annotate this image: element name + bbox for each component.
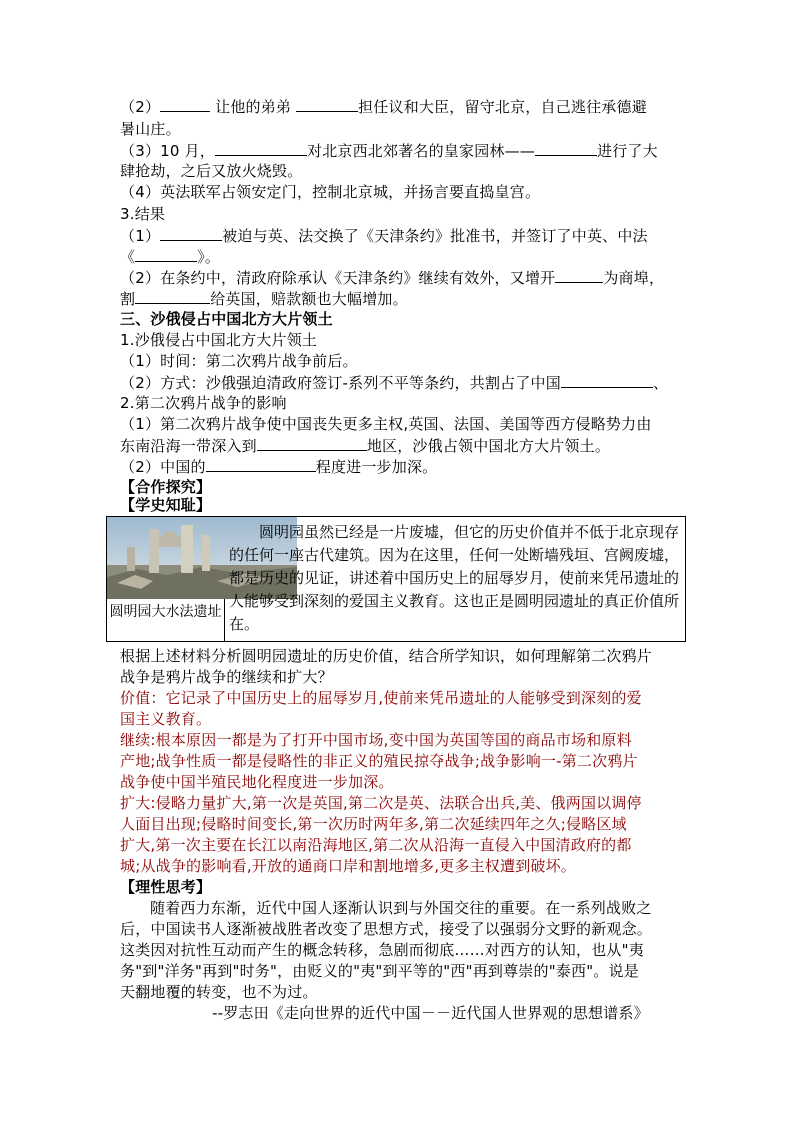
text-line: （2） 让他的弟弟 担任议和大臣，留守北京，自己逃往承德避 — [120, 98, 647, 116]
text-line: （1）第二次鸦片战争使中国丧失更多主权,英国、法国、美国等西方侵略势力由 — [120, 415, 652, 433]
section-heading: 3.结果 — [120, 205, 166, 223]
answer-blank[interactable] — [160, 225, 222, 241]
material-text — [229, 521, 685, 636]
quote-source: --罗志田《走向世界的近代中国－－近代国人世界观的思想谱系》 — [212, 1004, 649, 1022]
section-heading: 【理性思考】 — [120, 878, 212, 896]
answer-blank[interactable] — [561, 372, 653, 388]
text-line: （2）在条约中，清政府除承认《天津条约》继续有效外，又增开 为商埠， — [120, 269, 665, 287]
answer-line: 价值：它记录了中国历史上的屈辱岁月,使前来凭吊遗址的人能够受到深刻的爱 — [120, 689, 642, 707]
text-line: 2.第二次鸦片战争的影响 — [120, 394, 287, 412]
section-heading: 【合作探究】 — [120, 478, 212, 496]
answer-blank[interactable] — [535, 140, 597, 156]
material-box — [106, 516, 686, 642]
answer-blank[interactable] — [257, 435, 367, 451]
section-heading: 【学史知耻】 — [120, 496, 212, 514]
question-line: 根据上述材料分析圆明园遗址的历史价值，结合所学知识，如何理解第二次鸦片 — [120, 647, 653, 665]
text-line: 割 给英国，赔款额也大幅增加。 — [120, 290, 408, 308]
quote-line: 务"到"洋务"再到"时务"，由贬义的"夷"到平等的"西"再到尊崇的"泰西"。说是 — [120, 962, 639, 980]
text-line: （2）中国的 程度进一步加深。 — [120, 458, 438, 476]
answer-line: 继续:根本原因一都是为了打开中国市场,变中国为英国等国的商品市场和原料 — [120, 731, 632, 749]
text-line: 暑山庄。 — [120, 120, 181, 138]
photo-column — [107, 517, 225, 641]
answer-line: 战争使中国半殖民地化程度进一步加深。 — [120, 773, 394, 791]
answer-line: 扩大:侵略力量扩大,第一次是英国,第二次是英、法联合出兵,美、俄两国以调停 — [120, 794, 642, 812]
answer-line: 城;从战争的影响看,开放的通商口岸和割地增多,更多主权遭到破坏。 — [120, 857, 576, 875]
text-line: （4）英法联军占领安定门，控制北京城，并扬言要直捣皇宫。 — [120, 183, 541, 201]
text-line: （1） 被迫与英、法交换了《天津条约》批准书，并签订了中英、中法 — [120, 227, 648, 245]
section-heading: 三、沙俄侵占中国北方大片领土 — [120, 310, 333, 328]
answer-blank[interactable] — [555, 267, 603, 283]
photo-caption: 圆明园大水法遗址 — [109, 604, 222, 620]
text-line: （2）方式：沙俄强迫清政府签订-系列不平等条约，共割占了中国 、 — [120, 374, 669, 392]
question-line: 战争是鸦片战争的继续和扩大？ — [120, 668, 333, 686]
text-line: （1）时间：第二次鸦片战争前后。 — [120, 352, 358, 370]
answer-line: 扩大,第一次主要在长江以南沿海地区,第二次从沿海一直侵入中国清政府的都 — [120, 836, 632, 854]
text-line: 《 》。 — [120, 248, 221, 266]
quote-line: 天翻地覆的转变，也不为过。 — [120, 983, 318, 1001]
answer-blank[interactable] — [160, 96, 210, 112]
answer-blank[interactable] — [215, 140, 307, 156]
text-line: 肆抢劫，之后又放火烧毁。 — [120, 162, 303, 180]
text-line: 东南沿海一带深入到 地区，沙俄占领中国北方大片领土。 — [120, 437, 611, 455]
answer-line: 人面目出现;侵略时间变长,第一次历时两年多,第二次延续四年之久;侵略区域 — [120, 815, 627, 833]
answer-blank[interactable] — [296, 96, 358, 112]
quote-line: 这类因对抗性互动而产生的概念转移，急剧而彻底……对西方的认知，也从"夷 — [120, 941, 644, 959]
text-line: （3）10 月， 对北京西北郊著名的皇家园林—— 进行了大 — [120, 142, 658, 160]
text-line: 1.沙俄侵占中国北方大片领土 — [120, 331, 318, 349]
answer-blank[interactable] — [206, 456, 316, 472]
material-paragraph: 圆明园虽然已经是一片废墟，但它的历史价值并不低于北京现存的任何一座古代建筑。因为在这里，任何一处断墙残垣、宫阙废墟，都是历史的见证，讲述着中国历史上的屈辱岁月，使前来凭吊遗址的人能够受到深刻的爱国主义教育。这也正是圆明园遗址的真正价值所在。 — [229, 523, 680, 633]
answer-line: 产地;战争性质一都是侵略性的非正义的殖民掠夺战争;战争影响一-第二次鸦片 — [120, 752, 638, 770]
quote-line: 随着西力东渐，近代中国人逐渐认识到与外国交往的重要。在一系列战败之 — [150, 899, 652, 917]
answer-blank[interactable] — [135, 288, 210, 304]
quote-line: 后，中国读书人逐渐被战胜者改变了思想方式，接受了以强弱分文野的新观念。 — [120, 920, 653, 938]
answer-line: 国主义教育。 — [120, 710, 212, 728]
answer-blank[interactable] — [135, 246, 197, 262]
